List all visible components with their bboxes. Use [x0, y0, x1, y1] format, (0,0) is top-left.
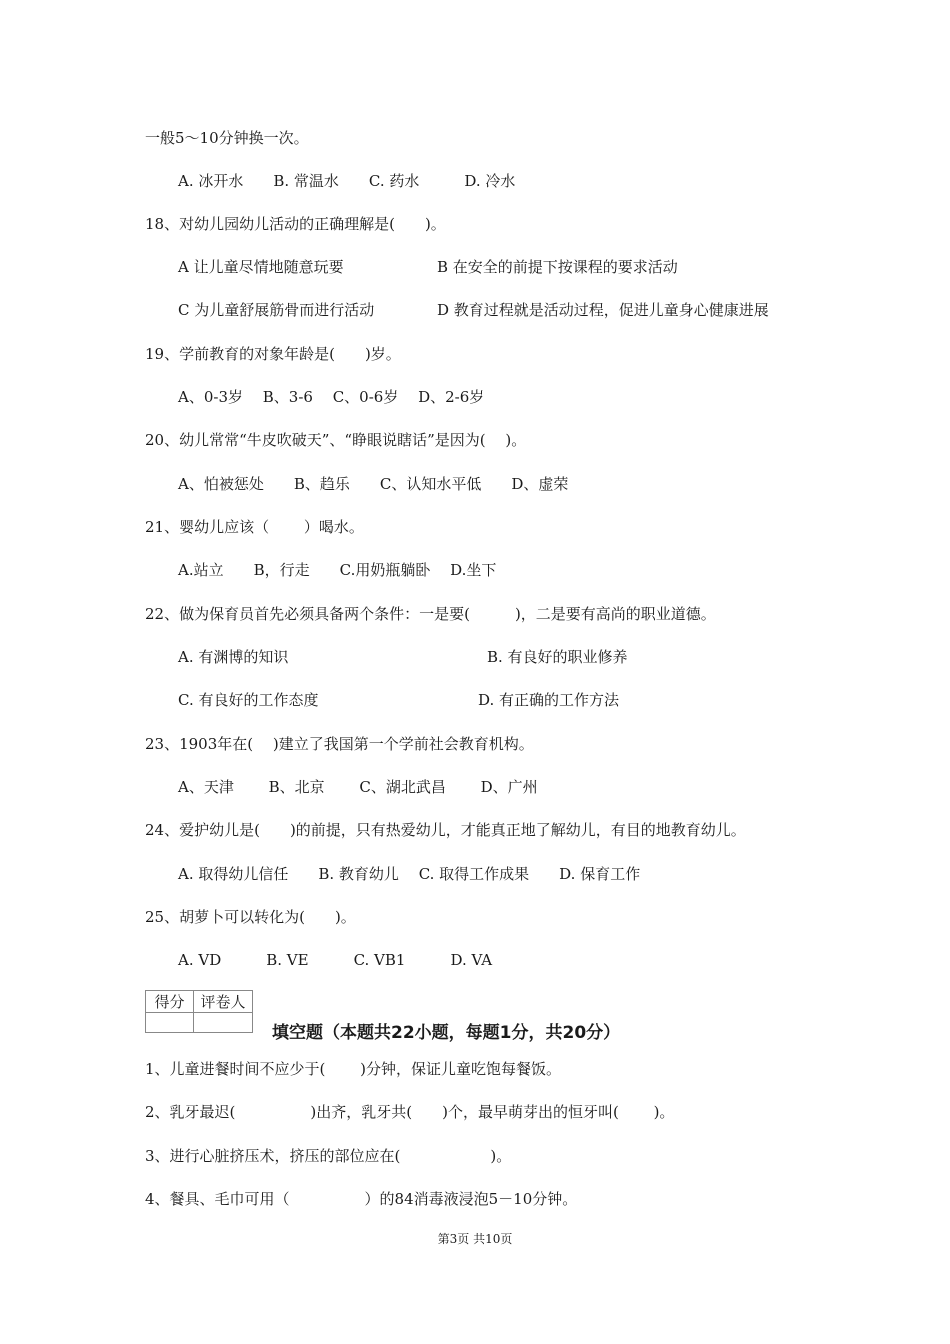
q18-option-c: C 为儿童舒展筋骨而进行活动: [178, 301, 375, 319]
text-line: 一般5～10分钟换一次。: [145, 129, 309, 147]
q25-options: A. VD B. VE C. VB1 D. VA: [178, 951, 493, 969]
q18-option-a: A 让儿童尽情地随意玩要: [178, 258, 344, 276]
question-20: 20、幼儿常常“牛皮吹破天”、“睁眼说瞎话”是因为( )。: [145, 431, 527, 449]
q18-option-d: D 教育过程就是活动过程，促进儿童身心健康进展: [437, 301, 769, 319]
grader-label: 评卷人: [194, 991, 253, 1013]
score-table: [145, 990, 253, 1033]
q23-options: A、天津 B、北京 C、湖北武昌 D、广州: [178, 778, 538, 796]
grader-cell[interactable]: [194, 1013, 253, 1033]
page-footer: 第3页 共10页: [437, 1232, 513, 1246]
question-25: 25、胡萝卜可以转化为( )。: [145, 908, 356, 926]
question-19: 19、学前教育的对象年龄是( )岁。: [145, 345, 401, 363]
question-24: 24、爱护幼儿是( )的前提，只有热爱幼儿，才能真正地了解幼儿，有目的地教育幼儿。: [145, 821, 746, 839]
q22-option-a: A. 有渊博的知识: [178, 648, 289, 666]
q20-options: A、怕被惩处 B、趋乐 C、认知水平低 D、虚荣: [178, 475, 569, 493]
q17-options: A. 冰开水 B. 常温水 C. 药水 D. 冷水: [178, 172, 516, 190]
question-18: 18、对幼儿园幼儿活动的正确理解是( )。: [145, 215, 446, 233]
fill-question-1: 1、儿童进餐时间不应少于( )分钟，保证儿童吃饱每餐饭。: [145, 1060, 562, 1078]
score-label: 得分: [146, 991, 194, 1013]
section-title: 填空题（本题共22小题，每题1分，共20分）: [272, 1023, 621, 1043]
q24-options: A. 取得幼儿信任 B. 教育幼儿 C. 取得工作成果 D. 保育工作: [178, 865, 641, 883]
q22-option-b: B. 有良好的职业修养: [487, 648, 628, 666]
question-21: 21、婴幼儿应该（ ）喝水。: [145, 518, 364, 536]
score-cell[interactable]: [146, 1013, 194, 1033]
fill-question-4: 4、餐具、毛巾可用（ ）的84消毒液浸泡5－10分钟。: [145, 1190, 578, 1208]
q22-option-c: C. 有良好的工作态度: [178, 691, 319, 709]
q18-option-b: B 在安全的前提下按课程的要求活动: [437, 258, 678, 276]
q22-option-d: D. 有正确的工作方法: [478, 691, 620, 709]
q19-options: A、0-3岁 B、3-6 C、0-6岁 D、2-6岁: [178, 388, 485, 406]
fill-question-2: 2、乳牙最迟( )出齐，乳牙共( )个，最早萌芽出的恒牙叫( )。: [145, 1103, 675, 1121]
q21-options: A.站立 B，行走 C.用奶瓶躺卧 D.坐下: [178, 561, 497, 579]
question-22: 22、做为保育员首先必须具备两个条件：一是要( )，二是要有高尚的职业道德。: [145, 605, 716, 623]
question-23: 23、1903年在( )建立了我国第一个学前社会教育机构。: [145, 735, 534, 753]
fill-question-3: 3、进行心脏挤压术，挤压的部位应在( )。: [145, 1147, 512, 1165]
